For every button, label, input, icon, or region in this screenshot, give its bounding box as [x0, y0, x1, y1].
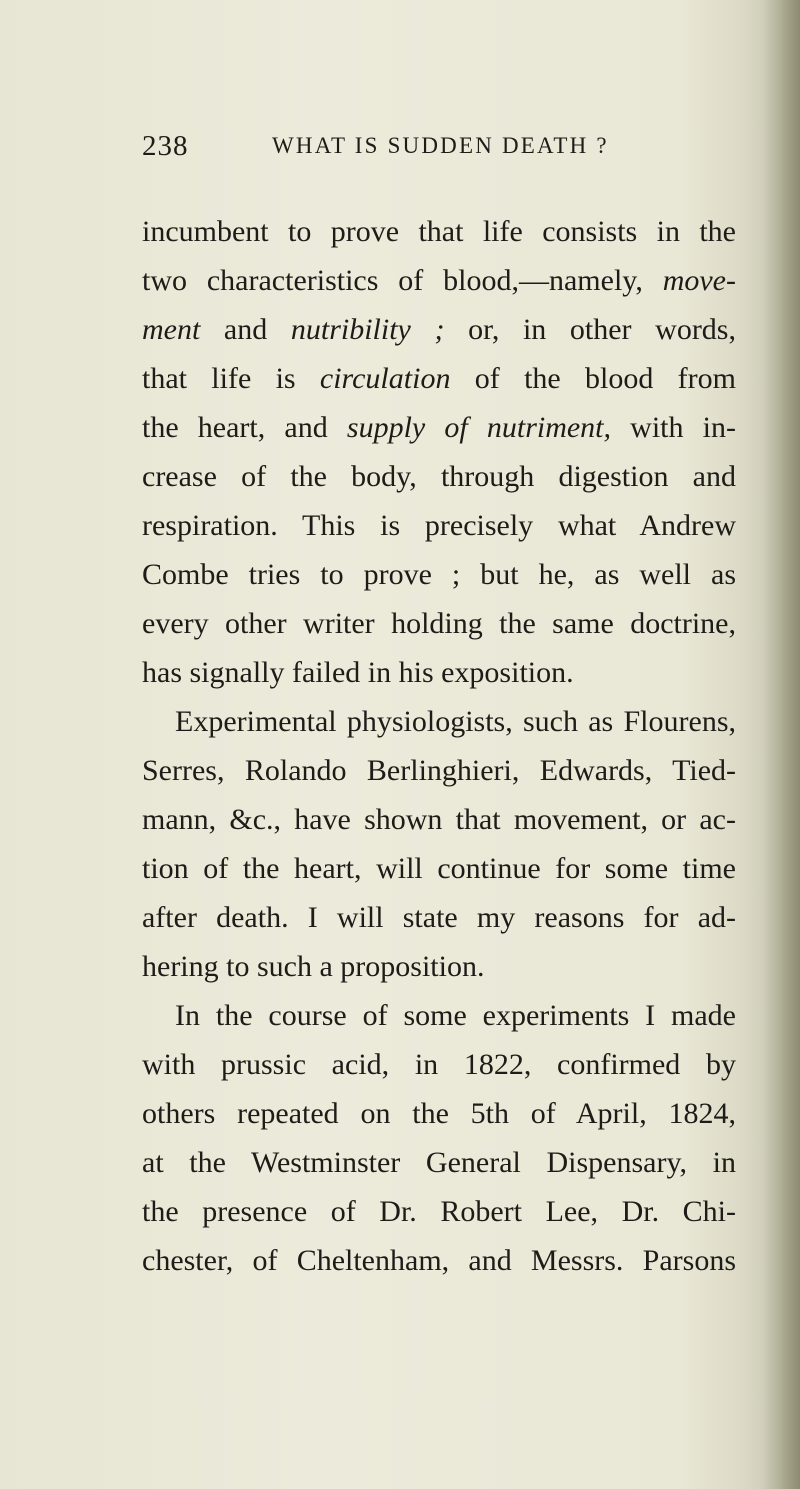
text-line: chester, of Cheltenham, and Messrs. Parsons	[142, 1244, 736, 1277]
text-line: crease of the body, through digestion and	[142, 460, 736, 493]
text-line: tion of the heart, will continue for some time	[142, 852, 736, 885]
text-line: Combe tries to prove ; but he, as well as	[142, 558, 736, 591]
text-run: the heart, and	[142, 411, 347, 444]
text-line: others repeated on the 5th of April, 1824,	[142, 1097, 736, 1130]
text-line: Experimental physiologists, such as Flourens,	[175, 705, 736, 738]
text-line: the presence of Dr. Robert Lee, Dr. Chi-	[142, 1195, 736, 1228]
text-line: at the Westminster General Dispensary, in	[142, 1146, 736, 1179]
text-line: respiration. This is precisely what Andrew	[142, 509, 736, 542]
body-text	[142, 207, 736, 1285]
text-run: or, in other words,	[444, 313, 736, 346]
page-edge-shadow	[762, 0, 800, 1489]
text-line	[142, 354, 736, 403]
text-line: with prussic acid, in 1822, confirmed by	[142, 1048, 736, 1081]
italic-text-run: supply of nutriment,	[346, 411, 612, 444]
text-line: incumbent to prove that life consists in the	[142, 215, 736, 248]
text-run: with in-	[611, 411, 736, 444]
italic-text-run: nutribility ;	[290, 313, 445, 346]
text-line: Serres, Rolando Berlinghieri, Edwards, Tied-	[142, 754, 736, 787]
running-head: WHAT IS SUDDEN DEATH ?	[272, 133, 609, 158]
text-line: hering to such a proposition.	[142, 950, 485, 983]
text-line	[142, 403, 736, 452]
text-line	[142, 305, 736, 354]
page-number: 238	[142, 130, 189, 162]
italic-text-run: circulation	[319, 362, 451, 395]
text-line: after death. I will state my reasons for ad-	[142, 901, 736, 934]
text-line: In the course of some experiments I made	[175, 999, 736, 1032]
text-line	[142, 256, 736, 305]
italic-text-run: ment	[142, 313, 201, 346]
italic-text-run: move-	[662, 264, 736, 297]
text-run: two characteristics of blood,—namely,	[142, 264, 663, 297]
text-run: that life is	[142, 362, 320, 395]
text-run: and	[200, 313, 291, 346]
text-line: mann, &c., have shown that movement, or ac-	[142, 803, 736, 836]
text-line: every other writer holding the same doctrine,	[142, 607, 736, 640]
page-header	[142, 130, 742, 170]
text-line: has signally failed in his exposition.	[142, 656, 574, 689]
text-run: of the blood from	[450, 362, 736, 395]
